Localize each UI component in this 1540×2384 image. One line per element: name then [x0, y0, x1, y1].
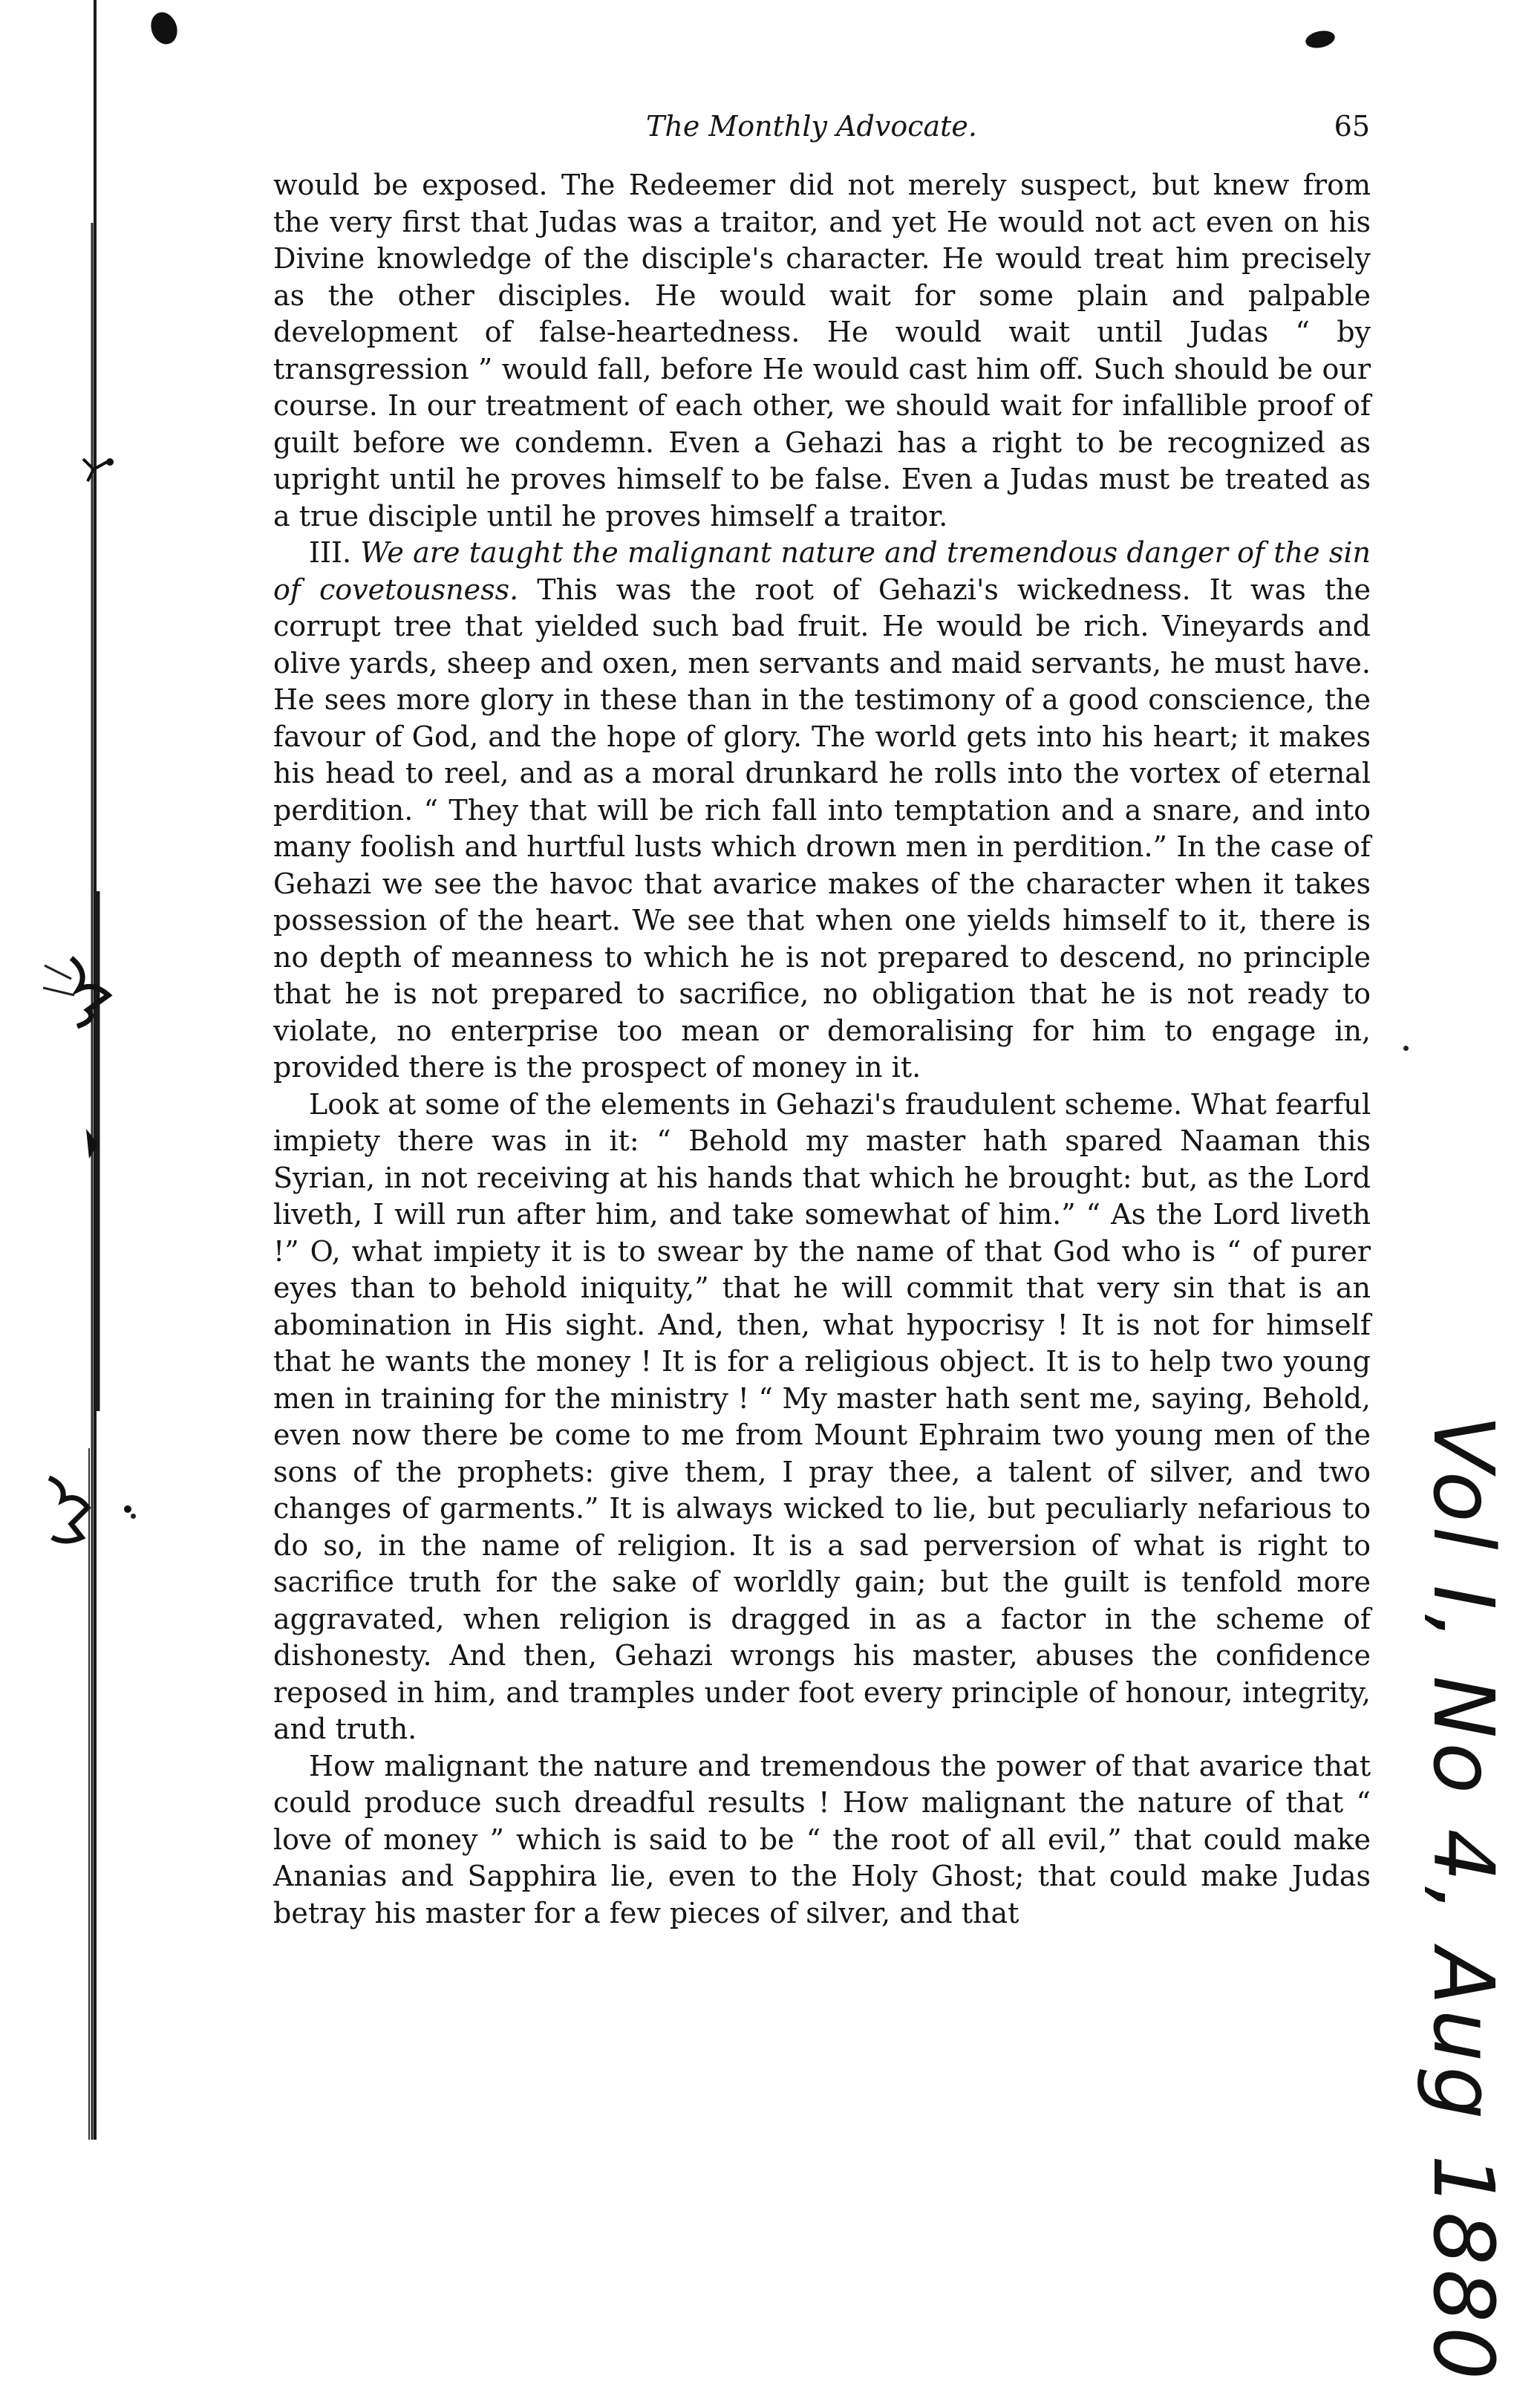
running-title: The Monthly Advocate.	[646, 110, 977, 143]
paragraph-text: would be exposed. The Redeemer did not merely suspect, but knew from the very first that Judas was a traitor, and yet He would not act even on his Divine knowledge of the disciple's character. He would treat him precisely as the other disciples. He would wait for some plain and palpable development of false-heartedness. He would wait until Judas “ by transgression ” would fall, before He would cast him off. Such should be our course. In our treatment of each other, we should wait for infallible proof of guilt before we condemn. Even a Gehazi has a right to be recognized as upright until he proves himself to be false. Even a Judas must be treated as a true disciple until he proves himself a traitor.	[273, 169, 1371, 533]
handwritten-volume-annotation: Vol I, No 4, Aug 1880	[1415, 1415, 1511, 2384]
paragraph-text: How malignant the nature and tremendous the power of that avarice that could produce such dreadful results ! How malignant the nature of that “ love of money ” which is said to be “ the root of all evil,” that could make Ananias and Sapphira lie, even to the Holy Ghost; that could make Judas betray his master for a few pieces of silver, and that	[273, 1749, 1371, 1929]
paragraph-gehazi-scheme	[273, 1087, 1371, 1748]
paragraph-continuation	[273, 167, 1371, 535]
page-number: 65	[1334, 110, 1370, 143]
page-binding	[0, 0, 156, 2140]
section-heading: We are taught the malignant nature and tremendous danger of the sin of covetousness.	[273, 536, 1371, 606]
running-header	[275, 104, 1370, 149]
binding-thread-graphic	[0, 0, 156, 2140]
section-number: III.	[309, 536, 352, 569]
ink-blot-top-right	[1304, 28, 1337, 51]
paragraph-avarice	[273, 1748, 1371, 1932]
margin-dot	[131, 1514, 136, 1519]
paragraph-text: This was the root of Gehazi's wickedness. It was the corrupt tree that yielded such bad fruit. He would be rich. Vineyards and olive yards, sheep and oxen, men servants and maid servants, he must have. He sees more glory in these than in the testimony of a good conscience, the favour of God, and the hope of glory. The world gets into his heart; it makes his head to reel, and as a moral drunkard he rolls into the vortex of eternal perdition. “ They that will be rich fall into temptation and a snare, and into many foolish and hurtful lusts which drown men in perdition.” In the case of Gehazi we see the havoc that avarice makes of the character when it takes possession of the heart. We see that when one yields himself to it, there is no depth of meanness to which he is not prepared to descend, no principle that he is not prepared to sacrifice, no obligation that he is not ready to violate, no enterprise too mean or demoralising for him to engage in, provided there is the prospect of money in it.	[273, 573, 1371, 1084]
paragraph-text: Look at some of the elements in Gehazi's fraudulent scheme. What fearful impiety there was in it: “ Behold my master hath spared Naaman this Syrian, in not receiving at his hands that which he brought: but, as the Lord liveth, I will run after him, and take somewhat of him.” “ As the Lord liveth !” O, what impiety it is to swear by the name of that God who is “ of purer eyes than to behold iniquity,” that he will commit that very sin that is an abomination in His sight. And, then, what hypocrisy ! It is not for himself that he wants the money ! It is for a religious object. It is to help two young men in training for the ministry ! “ My master hath sent me, saying, Behold, even now there be come to me from Mount Ephraim two young men of the sons of the prophets: give them, I pray thee, a talent of silver, and two changes of garments.” It is always wicked to lie, but peculiarly nefarious to do so, in the name of religion. It is a sad perversion of what is right to sacrifice truth for the sake of worldly gain; but the guilt is tenfold more aggravated, when religion is dragged in as a factor in the scheme of dishonesty. And then, Gehazi wrongs his master, abuses the confidence reposed in him, and tramples under foot every principle of honour, integrity, and truth.	[273, 1087, 1371, 1745]
margin-dot	[1403, 1046, 1409, 1051]
article-body	[273, 167, 1371, 1932]
paragraph-section-iii	[273, 535, 1371, 1087]
